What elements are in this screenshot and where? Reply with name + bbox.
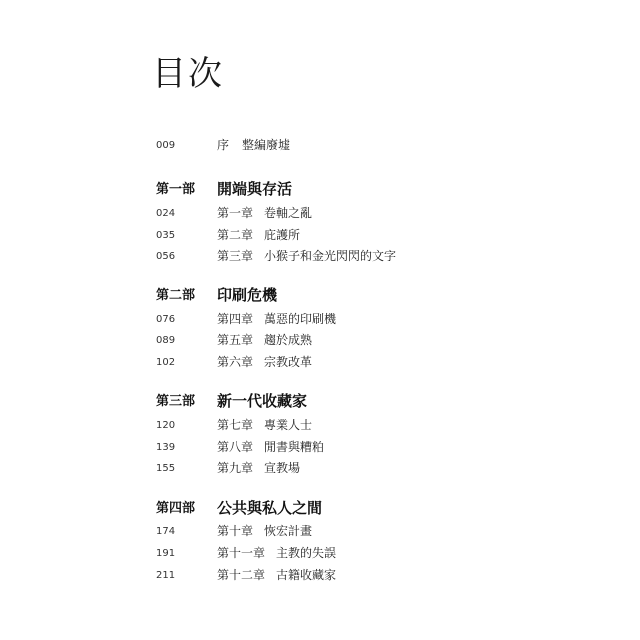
part-title: 印刷危機 <box>217 286 278 304</box>
toc-entry[interactable] <box>0 246 640 268</box>
chapter-label: 第十一章 <box>217 546 266 560</box>
page-number: 102 <box>156 357 176 368</box>
page-number: 191 <box>156 548 176 559</box>
toc-part-4[interactable] <box>0 497 640 521</box>
chapter-title: 小猴子和金光閃閃的文字 <box>264 249 397 263</box>
page-number: 035 <box>156 230 176 241</box>
toc-entry[interactable] <box>0 330 640 352</box>
entry-label: 序 <box>217 138 230 152</box>
toc-entry[interactable] <box>0 352 640 374</box>
chapter-title: 宗教改革 <box>264 355 313 369</box>
part-label: 第四部 <box>156 501 196 516</box>
toc-entry[interactable] <box>0 415 640 437</box>
page-number: 056 <box>156 251 176 262</box>
toc-entry-preface[interactable] <box>0 135 640 157</box>
chapter-label: 第三章 <box>217 249 254 263</box>
chapter-label: 第二章 <box>217 228 254 242</box>
part-title: 開端與存活 <box>217 180 293 198</box>
toc-part-3[interactable] <box>0 390 640 414</box>
chapter-title: 主教的失誤 <box>276 546 337 560</box>
chapter-title: 萬惡的印刷機 <box>264 312 337 326</box>
page-number: 089 <box>156 335 176 346</box>
chapter-label: 第十二章 <box>217 568 266 582</box>
page-number: 024 <box>156 208 176 219</box>
page-number: 174 <box>156 526 176 537</box>
part-label: 第三部 <box>156 394 196 409</box>
chapter-title: 恢宏計畫 <box>264 524 313 538</box>
part-title: 新一代收藏家 <box>217 392 308 410</box>
toc-entry[interactable] <box>0 437 640 459</box>
chapter-title: 專業人士 <box>264 418 313 432</box>
toc-entry[interactable] <box>0 225 640 247</box>
chapter-label: 第十章 <box>217 524 254 538</box>
chapter-title: 閒書與糟粕 <box>264 440 325 454</box>
chapter-title: 卷軸之亂 <box>264 206 313 220</box>
chapter-label: 第六章 <box>217 355 254 369</box>
toc-entry[interactable] <box>0 565 640 587</box>
chapter-title: 庇護所 <box>264 228 301 242</box>
part-label: 第一部 <box>156 182 196 197</box>
toc-entry[interactable] <box>0 458 640 480</box>
toc-part-1[interactable] <box>0 178 640 202</box>
toc-entry[interactable] <box>0 203 640 225</box>
chapter-title: 宣教場 <box>264 461 301 475</box>
chapter-label: 第八章 <box>217 440 254 454</box>
page-number: 211 <box>156 570 176 581</box>
toc-entry[interactable] <box>0 543 640 565</box>
chapter-title: 趨於成熟 <box>264 333 313 347</box>
chapter-label: 第一章 <box>217 206 254 220</box>
page-number: 009 <box>156 140 176 151</box>
page-number: 076 <box>156 314 176 325</box>
toc-entry[interactable] <box>0 309 640 331</box>
chapter-title: 古籍收藏家 <box>276 568 337 582</box>
toc-part-2[interactable] <box>0 284 640 308</box>
chapter-label: 第九章 <box>217 461 254 475</box>
entry-title: 整編廢墟 <box>242 138 291 152</box>
chapter-label: 第七章 <box>217 418 254 432</box>
page-title: 目次 <box>152 54 224 94</box>
part-label: 第二部 <box>156 288 196 303</box>
part-title: 公共與私人之間 <box>217 499 323 517</box>
toc-entry[interactable] <box>0 521 640 543</box>
page-number: 139 <box>156 442 176 453</box>
page-number: 155 <box>156 463 176 474</box>
chapter-label: 第五章 <box>217 333 254 347</box>
page-number: 120 <box>156 420 176 431</box>
chapter-label: 第四章 <box>217 312 254 326</box>
